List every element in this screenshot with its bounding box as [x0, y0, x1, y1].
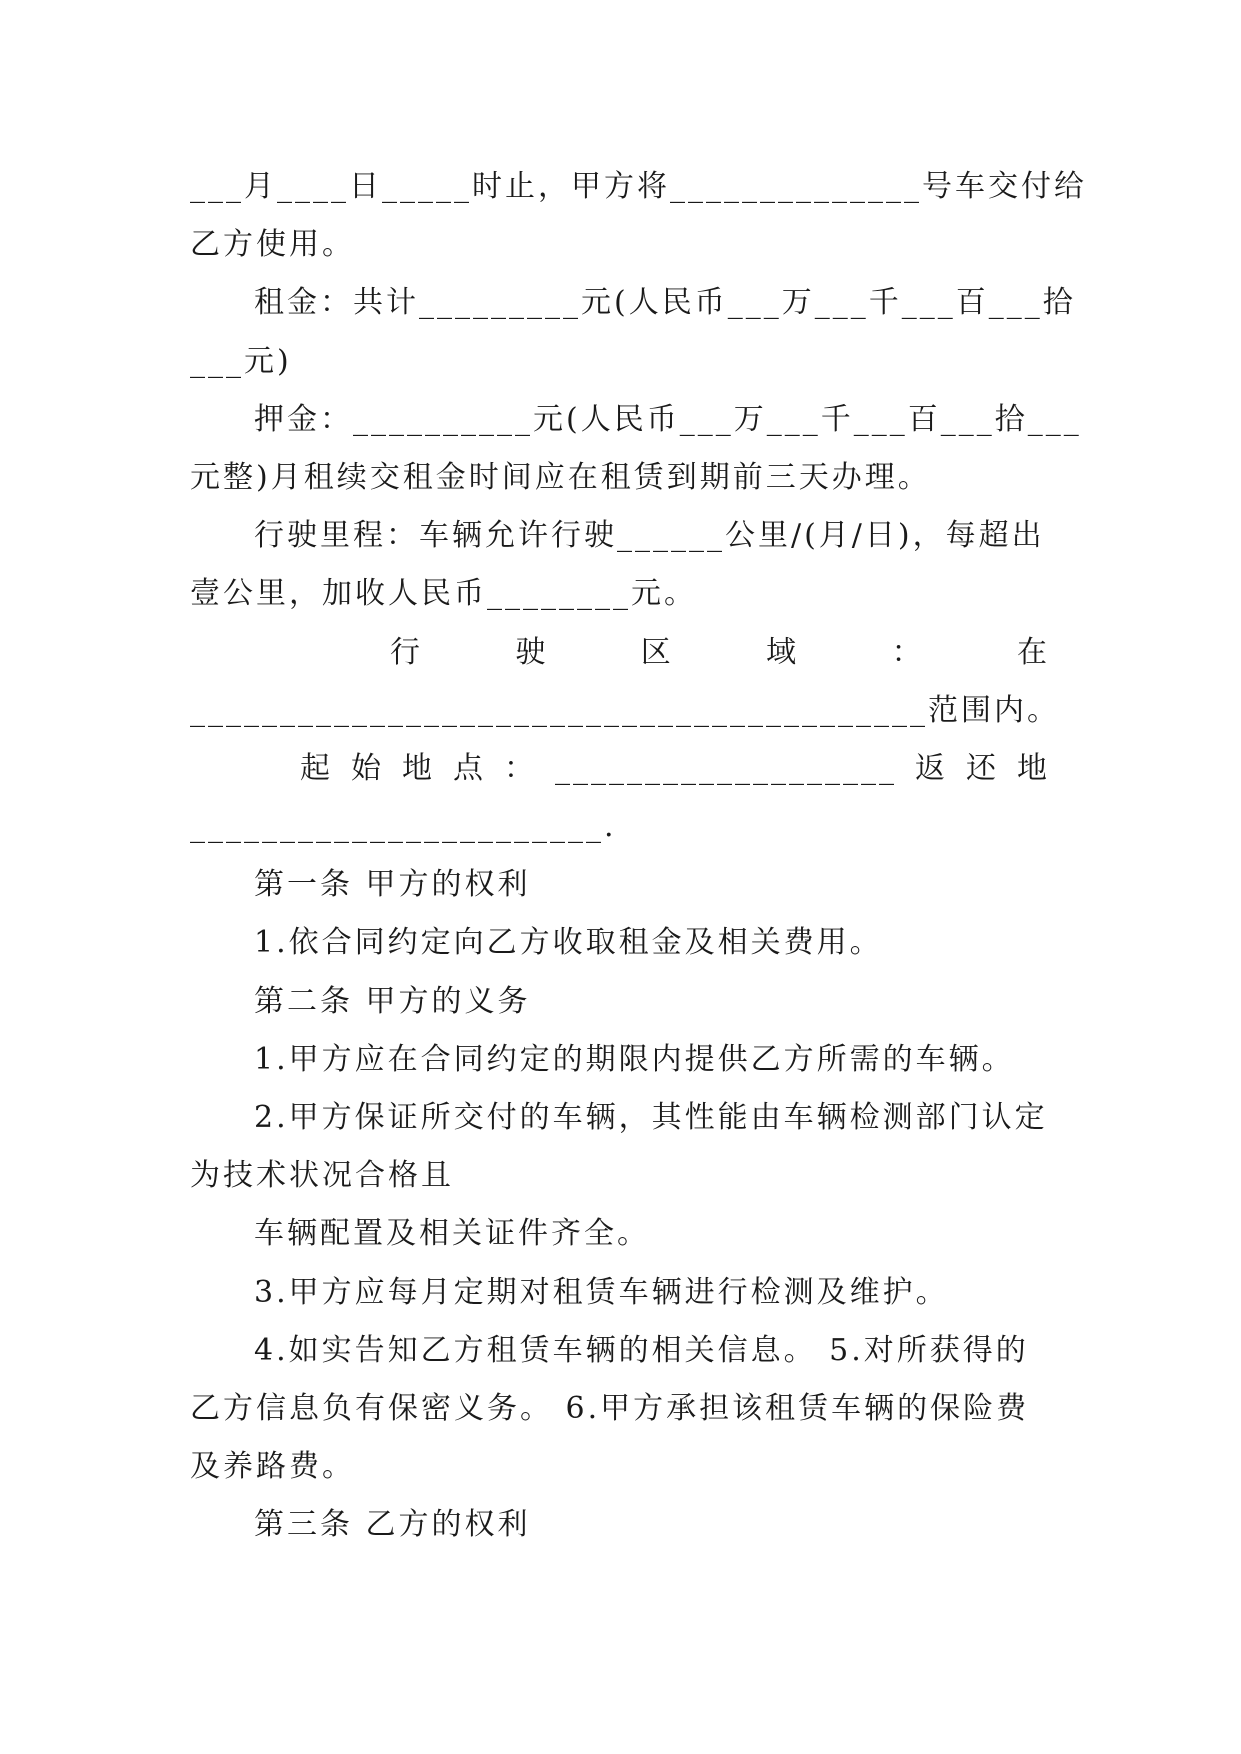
region-token: 域 — [766, 634, 800, 670]
start-token: 点 — [453, 750, 486, 786]
deposit-line: 押金：__________元(人民币___万___千___百___拾___ — [254, 401, 1082, 437]
text-line: 壹公里，加收人民币________元。 — [190, 576, 697, 612]
start-token: ： — [504, 750, 537, 786]
text-line: 元整)月租续交租金时间应在租赁到期前三天办理。 — [190, 459, 931, 495]
region-token: 行 — [390, 634, 423, 670]
start-token: 还 — [966, 750, 999, 786]
text-line: ___元) — [190, 343, 292, 379]
clause-line: 1.甲方应在合同约定的期限内提供乙方所需的车辆。 — [254, 1041, 1015, 1077]
article-heading: 第三条 乙方的权利 — [254, 1507, 531, 1543]
clause-line: 1.依合同约定向乙方收取租金及相关费用。 — [254, 925, 883, 961]
start-token: 地 — [402, 750, 435, 786]
text-line: _________________________________________范围内。 — [190, 692, 1060, 728]
text-line: ___月____日_____时止，甲方将______________号车交付给 — [190, 169, 1087, 204]
region-token: ： — [891, 634, 925, 670]
start-token: 起 — [300, 750, 333, 786]
start-token: 返 — [915, 750, 948, 786]
article-heading: 第一条 甲方的权利 — [254, 867, 531, 903]
clause-line: 3.甲方应每月定期对租赁车辆进行检测及维护。 — [254, 1274, 949, 1310]
driving-region-line — [190, 624, 1050, 682]
region-token: 区 — [640, 634, 674, 670]
text-line: 乙方使用。 — [190, 227, 355, 263]
start-location-line — [190, 740, 1050, 798]
start-token: 地 — [1017, 750, 1050, 786]
start-token: ___________________ — [555, 750, 897, 786]
start-token: 始 — [351, 750, 384, 786]
article-heading: 第二条 甲方的义务 — [254, 983, 531, 1019]
text-line: 乙方信息负有保密义务。 6.甲方承担该租赁车辆的保险费 — [190, 1390, 1030, 1426]
clause-line: 4.如实告知乙方租赁车辆的相关信息。 5.对所获得的 — [254, 1332, 1029, 1368]
document-body — [190, 158, 1087, 1555]
text-line: 及养路费。 — [190, 1449, 355, 1485]
clause-line: 2.甲方保证所交付的车辆，其性能由车辆检测部门认定 — [254, 1100, 1048, 1135]
text-line: 为技术状况合格且 — [190, 1158, 454, 1194]
mileage-line: 行驶里程：车辆允许行驶______公里/(月/日)，每超出 — [254, 518, 1045, 554]
clause-line: 车辆配置及相关证件齐全。 — [254, 1216, 650, 1252]
text-line: _______________________. — [190, 809, 617, 845]
rent-line: 租金：共计_________元(人民币___万___千___百___拾 — [254, 285, 1076, 321]
region-token: 在 — [1016, 634, 1050, 670]
region-token: 驶 — [515, 634, 549, 670]
